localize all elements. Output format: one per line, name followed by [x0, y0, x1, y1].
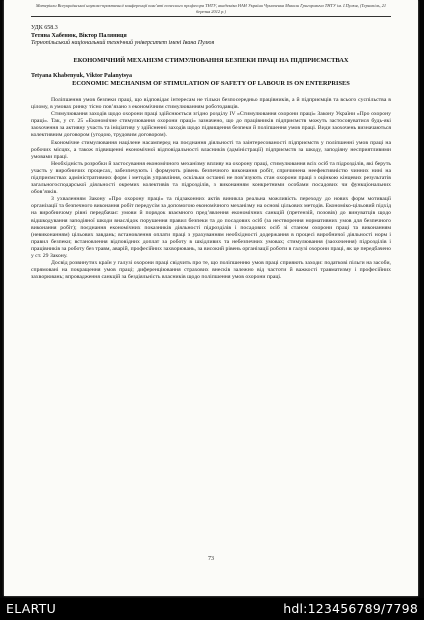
repository-name: ELARTU [6, 601, 57, 616]
page-content [31, 0, 391, 281]
affiliation: Тернопільський національний технічний університет імені Івана Пулюя [31, 40, 215, 47]
paragraph: Поліпшення умов безпеки праці, що відповідає інтересам не тільки безпосередньо працівників, а й підприємців та всього суспільства в цілому, в умовах ринку тісно пов’язано з економічним стимулюванням роботодавців. [31, 96, 391, 111]
paragraph: Стимулювання заходів щодо охорони праці здійснюється згідно розділу IV «Стимулювання охорони праці» Закону України «Про охорону праці». Так, у ст. 25 «Економічне стимулювання охорони праці» зазначено, що до працівників підприємств можуть застосовуватися будь-які заохочення за активну участь та ініціативу у здійсненні заходів щодо підвищення безпеки й поліпшення умов праці. Види заохочень визначаються колективним договором (угодою, трудовим договором). [31, 111, 391, 139]
handle-identifier[interactable]: hdl:123456789/7798 [283, 601, 418, 616]
status-bar [0, 598, 424, 620]
authors-en: Tetyana Khabenyuk, Viktor Palanytsya [31, 72, 133, 79]
paragraph: Економічне стимулювання націлене насамперед на поєднання діяльності та заінтересованості підприємств у поліпшенні умов праці на робочих місцях, а також підвищенні економічної відповідальності власників (адміністрації) підприємств за шкоду, заподіяну несприятливими умовами праці. [31, 139, 391, 160]
title-en: ECONOMIC MECHANISM OF STIMULATION OF SAFETY OF LABOUR IS ON ENTERPRISES [72, 80, 350, 88]
udc-code: УДК 658.3 [31, 25, 58, 32]
authors-ua: Тетяна Хабенюк, Віктор Паляниця [31, 32, 127, 39]
paragraph: Необхідність розробки й застосування економічного механізму впливу на охорону праці, стимулювання всіх осіб та підрозділів, які беруть участь у виробничих процесах, забезпечують і формують рівень безпечного виконання робіт, спричинена неефективністю чинних нині на підприємствах адміністративних форм і методів управління, оскільки останні не пов’язують стан охорони праці з оцінкою кінцевих результатів загальногосподарської діяльності окремих колективів та підрозділів, з виконанням конкретними особами посадових чи функціональних обов’язків. [31, 160, 391, 196]
header-divider [31, 16, 391, 17]
paragraph: Досвід розвинутих країн у галузі охорони праці свідчить про те, що поліпшенню умов праці сприяють заходи: податкові пільги на засоби, спрямовані на покращення умов праці; диференціювання страхових внесків залежно від частоти й важкості травматизму і професійних захворювань; впровадження санкцій за бездіяльність власників щодо поліпшення умов охорони праці. [31, 260, 391, 281]
page-number: 73 [208, 556, 214, 562]
document-page [4, 0, 418, 596]
title-ua: ЕКОНОМІЧНИЙ МЕХАНІЗМ СТИМУЛЮВАННЯ БЕЗПЕКИ ПРАЦІ НА ПІДПРИЄМСТВАХ [73, 56, 349, 64]
article-body [31, 97, 391, 281]
running-header: Матеріали Всеукраїнської науково-практичної конференції пам’яті почесного професора ТНТУ, академіка НАН України Чумаченка Миколи Григоровича ТНТУ ім. І.Пулюя, (Тернопіль, 21 березня 2012 р.) [35, 3, 387, 14]
paragraph: З ухваленням Закону «Про охорону праці» та підзаконних актів виникла реальна можливість переходу до нових форм мотивації організації та безпечного виконання робіт передусім за допомогою економічного механізму на основі цільових методів. Економіко-цільовий підхід на виробничому рівні передбачає: умови й порядок взаємного пред’явлення економічних санкцій (претензій, позовів) до винуватців щодо відшкодування заподіяної шкоди внаслідок порушення правил безпеки та до посадових осіб (за нестворення нормативних умов для безпечного виконання робіт); поєднання економічних показників діяльності підрозділів і посадових осіб зі станом охорони праці та виконанням (невиконанням) цільових завдань; встановлення оплати праці з урахуванням необхідності додержання в процесі виробничої діяльності норм і правил безпеки; встановлення відповідних доплат за роботу в шкідливих та небезпечних умовах; стимулювання (заохочення) підрозділів і працівників за роботу без травм, аварій, професійних захворювань, за високий рівень організації роботи в галузі охорони праці, як це передбачено у ст. 29 Закону. [31, 196, 391, 260]
